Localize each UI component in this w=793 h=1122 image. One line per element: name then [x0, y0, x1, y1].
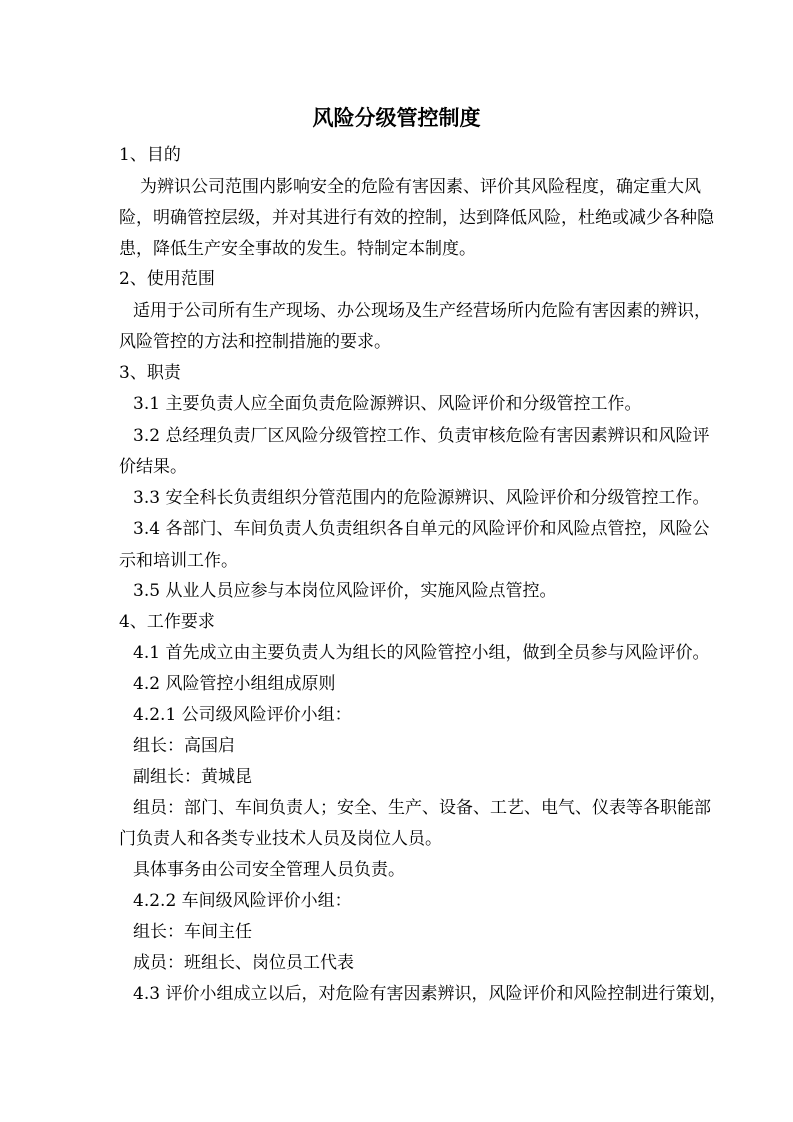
paragraph-line: 门负责人和各类专业技术人员及岗位人员。	[119, 829, 442, 849]
paragraph-line: 组长：车间主任	[133, 922, 252, 942]
paragraph-line: 3.1 主要负责人应全面负责危险源辨识、风险评价和分级管控工作。	[133, 394, 642, 414]
paragraph-line: 价结果。	[119, 457, 187, 477]
paragraph-line: 3.2 总经理负责厂区风险分级管控工作、负责审核危险有害因素辨识和风险评	[133, 426, 710, 446]
paragraph-line: 患，降低生产安全事故的发生。特制定本制度。	[119, 239, 476, 259]
paragraph-line: 风险管控的方法和控制措施的要求。	[119, 332, 391, 352]
paragraph-line: 组员：部门、车间负责人；安全、生产、设备、工艺、电气、仪表等各职能部	[133, 798, 711, 818]
paragraph-line: 险，明确管控层级，并对其进行有效的控制，达到降低风险，杜绝或减少各种隐	[119, 208, 714, 228]
paragraph-line: 示和培训工作。	[119, 551, 238, 571]
paragraph-line: 适用于公司所有生产现场、办公现场及生产经营场所内危险有害因素的辨识，	[133, 301, 711, 321]
paragraph-line: 副组长：黄城昆	[133, 767, 252, 787]
section-heading: 2、使用范围	[119, 269, 215, 289]
paragraph-line: 3.5 从业人员应参与本岗位风险评价，实施风险点管控。	[133, 581, 557, 601]
paragraph-line: 具体事务由公司安全管理人员负责。	[133, 860, 405, 880]
paragraph-line: 为辨识公司范围内影响安全的危险有害因素、评价其风险程度，确定重大风	[140, 177, 701, 197]
section-heading: 4、工作要求	[119, 612, 215, 632]
section-heading: 3、职责	[119, 363, 181, 383]
paragraph-line: 3.4 各部门、车间负责人负责组织各自单元的风险评价和风险点管控，风险公	[133, 519, 710, 539]
paragraph-line: 3.3 安全科长负责组织分管范围内的危险源辨识、风险评价和分级管控工作。	[133, 488, 710, 508]
paragraph-line: 4.2.2 车间级风险评价小组：	[133, 891, 352, 911]
paragraph-line: 4.2.1 公司级风险评价小组：	[133, 705, 352, 725]
paragraph-line: 4.1 首先成立由主要负责人为组长的风险管控小组，做到全员参与风险评价。	[133, 643, 710, 663]
document-title: 风险分级管控制度	[312, 106, 481, 130]
section-heading: 1、目的	[119, 145, 181, 165]
paragraph-line: 组长：高国启	[133, 736, 235, 756]
paragraph-line: 4.2 风险管控小组组成原则	[133, 674, 336, 694]
paragraph-line: 4.3 评价小组成立以后，对危险有害因素辨识，风险评价和风险控制进行策划，	[133, 984, 727, 1004]
paragraph-line: 成员：班组长、岗位员工代表	[133, 953, 354, 973]
